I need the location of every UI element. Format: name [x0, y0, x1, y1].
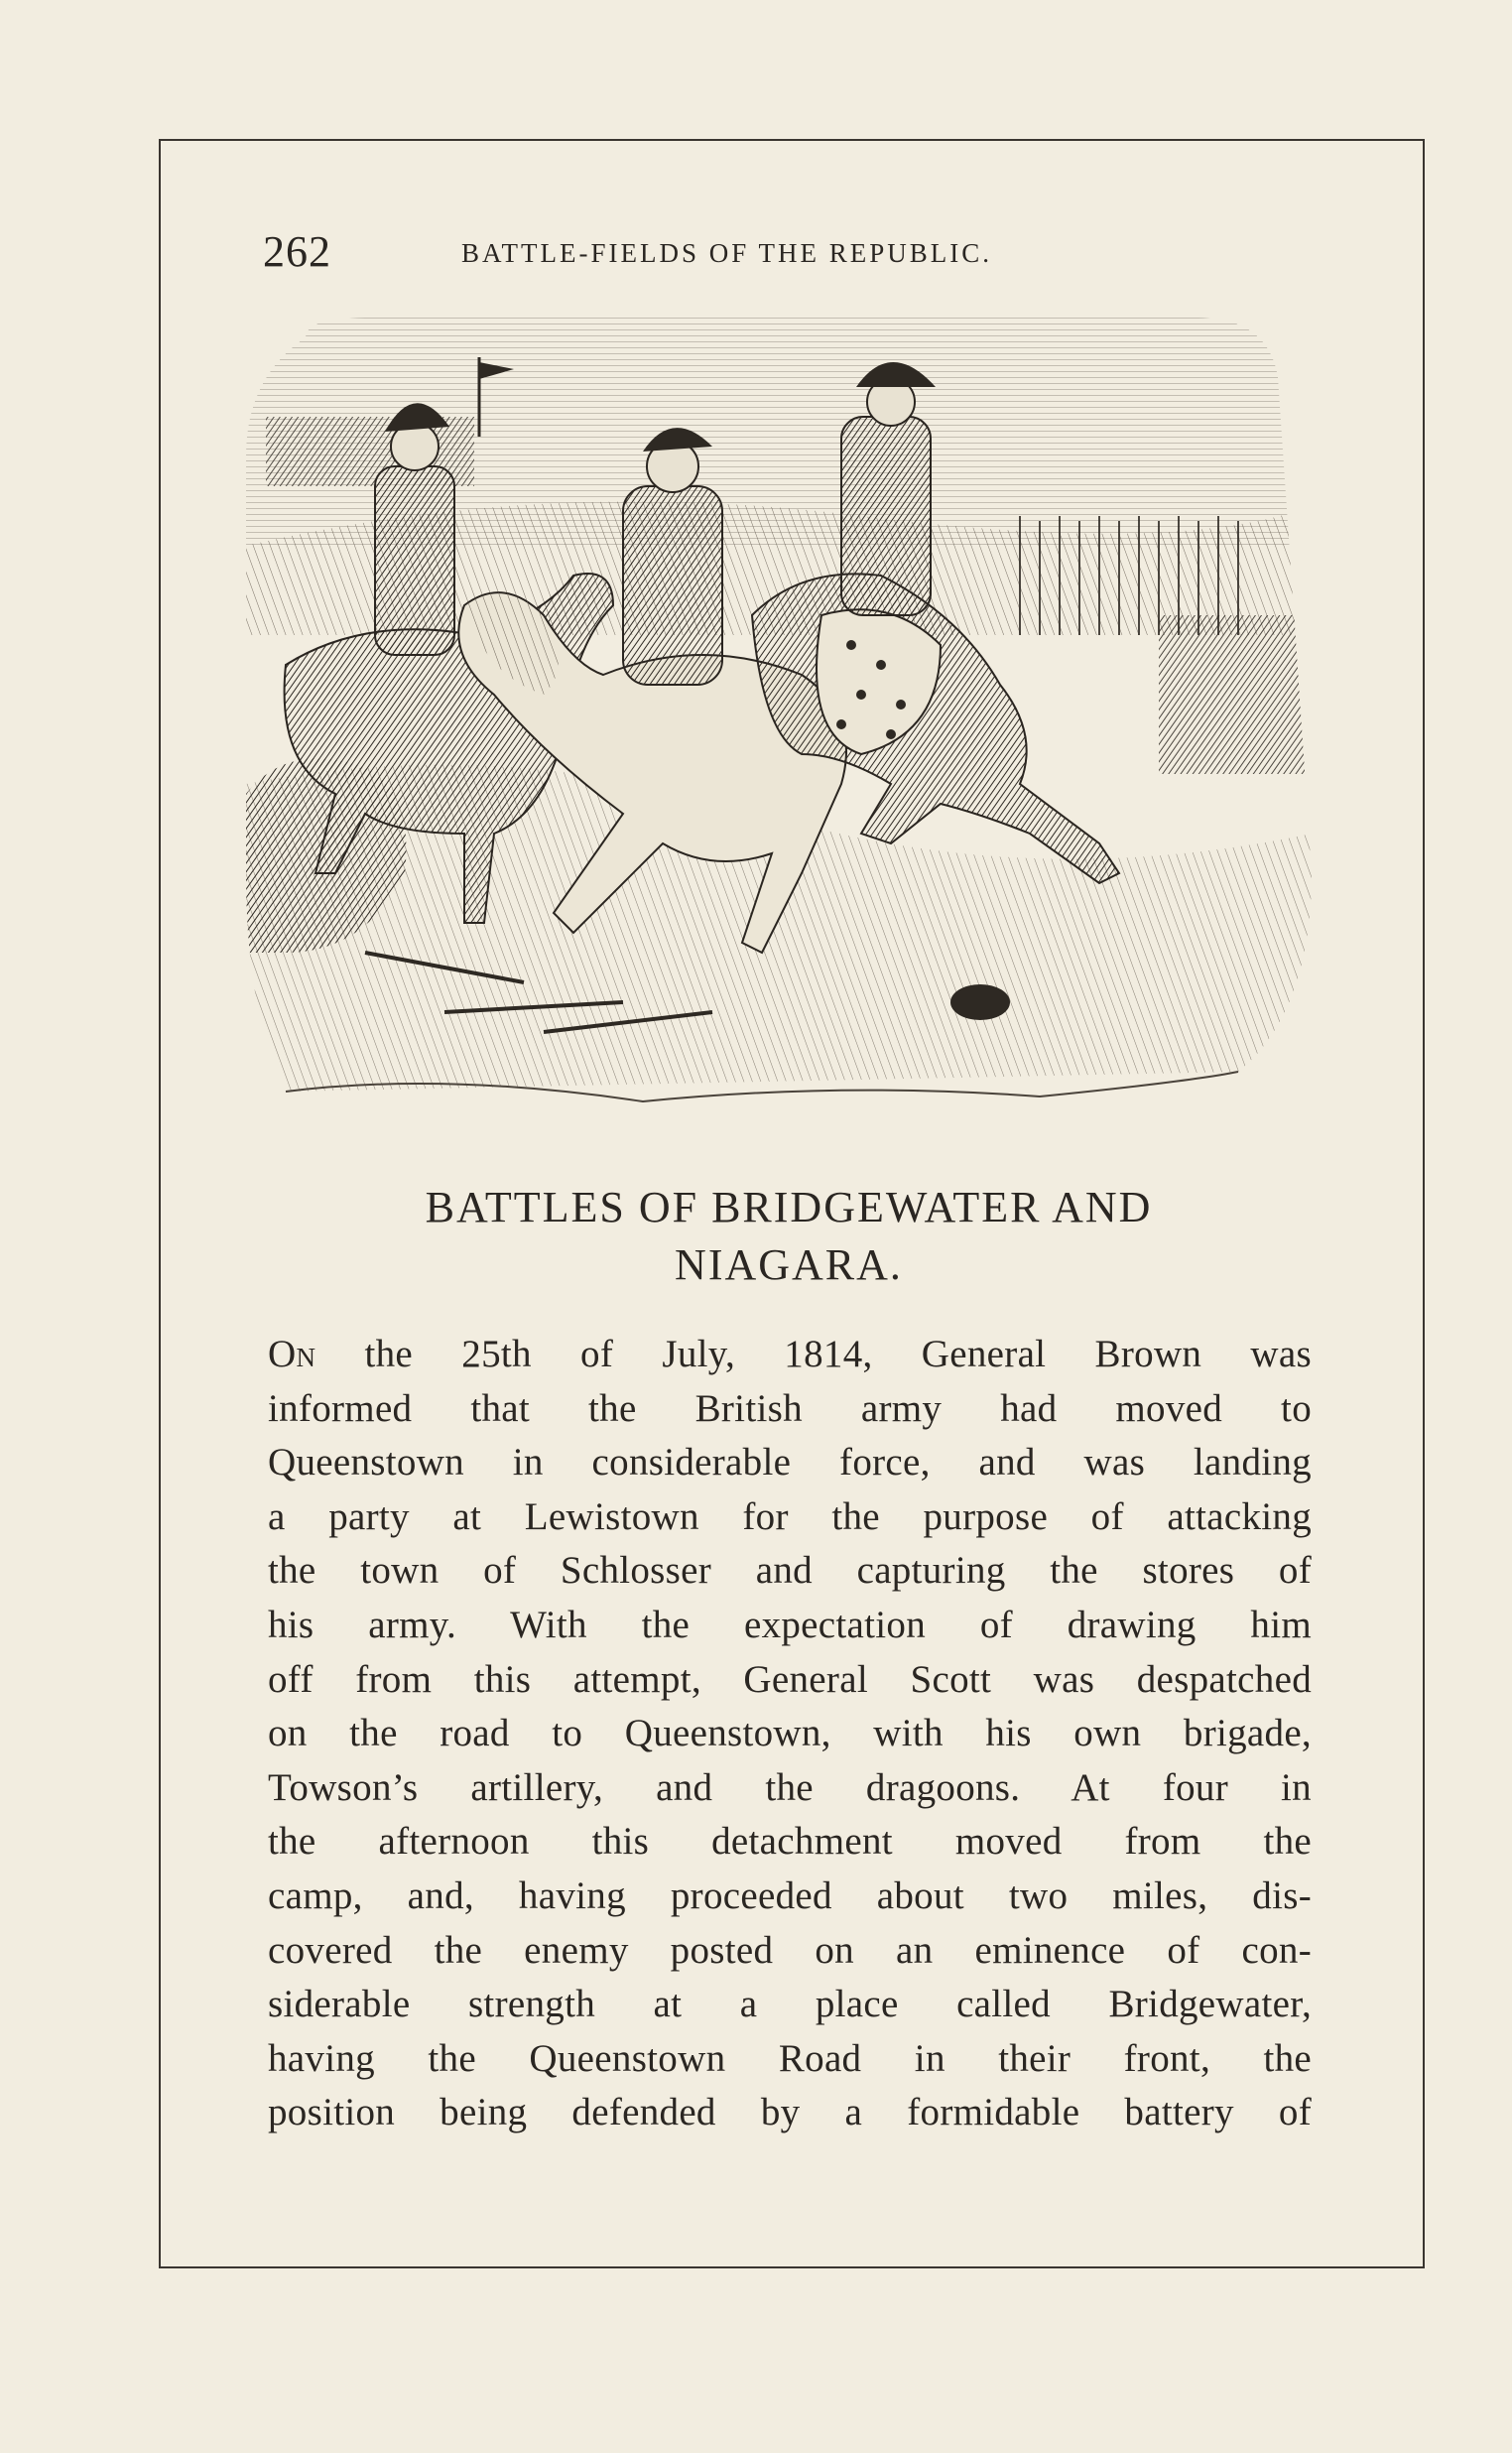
text-line: his army. With the expectation of drawing him: [268, 1603, 1312, 1646]
page-number: 262: [263, 227, 331, 276]
text-line: Towson’s artillery, and the dragoons. At four in: [268, 1765, 1312, 1809]
text-line: camp, and, having proceeded about two miles, dis-: [268, 1873, 1312, 1917]
text-line: covered the enemy posted on an eminence of con-: [268, 1928, 1312, 1972]
text-line: the town of Schlosser and capturing the stores of: [268, 1549, 1312, 1593]
text-line: having the Queenstown Road in their front, the: [268, 2036, 1312, 2080]
chapter-title: [263, 1179, 1315, 1294]
battle-engraving: [246, 318, 1312, 1111]
text-line: the afternoon this detachment moved from the: [268, 1820, 1312, 1864]
chapter-title-line-1: BATTLES OF BRIDGEWATER AND: [425, 1183, 1153, 1231]
text-line: informed that the British army had moved to: [268, 1386, 1312, 1430]
text-line: a party at Lewistown for the purpose of attacking: [268, 1494, 1312, 1538]
text-line: position being defended by a formidable battery of: [268, 2091, 1312, 2134]
opening-word: On: [268, 1333, 316, 1375]
body-text: [268, 1328, 1312, 2140]
text-line: on the road to Queenstown, with his own brigade,: [268, 1712, 1312, 1755]
running-title: BATTLE-FIELDS OF THE REPUBLIC.: [461, 238, 993, 268]
chapter-title-line-2: NIAGARA.: [675, 1240, 903, 1289]
text-line: off from this attempt, General Scott was despatched: [268, 1657, 1312, 1701]
running-head: [263, 226, 1156, 286]
text-line: [268, 1328, 1312, 1382]
text-line: Queenstown in considerable force, and was landing: [268, 1441, 1312, 1485]
text-line: siderable strength at a place called Bridgewater,: [268, 1983, 1312, 2026]
text-line-content: the 25th of July, 1814, General Brown was: [315, 1333, 1312, 1375]
